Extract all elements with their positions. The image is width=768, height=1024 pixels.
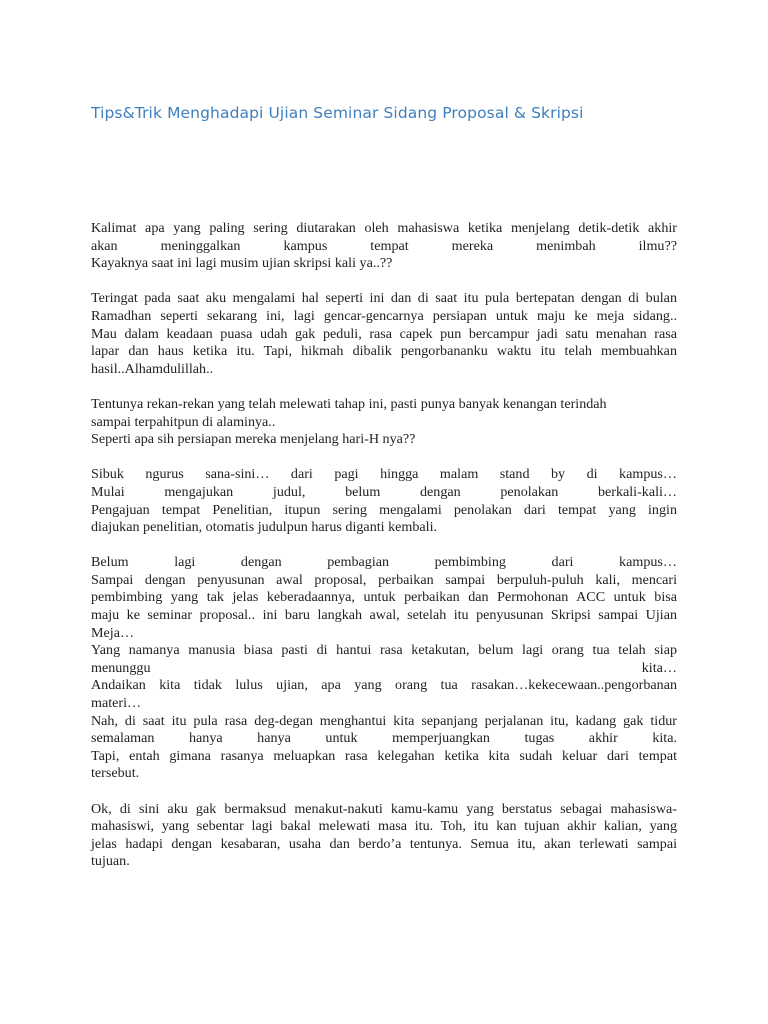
- text-line: Mau dalam keadaan puasa udah gak peduli, rasa capek pun bercampur jadi satu menahan rasa: [91, 325, 677, 342]
- text-line: Ramadhan seperti sekarang ini, lagi gencar-gencarnya persiapan untuk maju ke meja sidang..: [91, 307, 677, 324]
- document-title: Tips&Trik Menghadapi Ujian Seminar Sidang Proposal & Skripsi: [91, 104, 584, 122]
- text-line: Pengajuan tempat Penelitian, itupun sering mengalami penolakan dari tempat yang ingin: [91, 501, 677, 518]
- paragraph: [91, 554, 677, 783]
- text-line: Yang namanya manusia biasa pasti di hantui rasa ketakutan, belum lagi orang tua telah siap: [91, 642, 677, 659]
- text-line: Belum lagi dengan pembagian pembimbing dari kampus…: [91, 554, 677, 571]
- text-line: Sampai dengan penyusunan awal proposal, perbaikan sampai berpuluh-puluh kali, mencari: [91, 571, 677, 588]
- text-line: maju ke seminar proposal.. ini baru langkah awal, setelah itu penyusunan Skripsi sampai Ujian: [91, 607, 677, 624]
- paragraph: [91, 396, 677, 449]
- paragraph: [91, 220, 677, 273]
- text-line: Ok, di sini aku gak bermaksud menakut-nakuti kamu-kamu yang berstatus sebagai mahasiswa-: [91, 800, 677, 817]
- text-line: menunggu kita…: [91, 659, 677, 676]
- text-line: tujuan.: [91, 853, 130, 870]
- paragraph: [91, 466, 677, 536]
- text-line: hasil..Alhamdulillah..: [91, 360, 214, 377]
- text-line: Tapi, entah gimana rasanya meluapkan rasa kelegahan ketika kita sudah keluar dari tempat: [91, 747, 677, 764]
- text-line: Seperti apa sih persiapan mereka menjelang hari-H nya??: [91, 431, 416, 448]
- document-body: [91, 220, 677, 889]
- paragraph: [91, 801, 677, 871]
- paragraph: [91, 290, 677, 378]
- text-line: tersebut.: [91, 765, 140, 782]
- text-line: akan meninggalkan kampus tempat mereka menimbah ilmu??: [91, 237, 677, 254]
- text-line: semalaman hanya hanya untuk memperjuangkan tugas akhir kita.: [91, 730, 677, 747]
- text-line: Andaikan kita tidak lulus ujian, apa yang orang tua rasakan…kekecewaan..pengorbanan: [91, 677, 677, 694]
- text-line: Teringat pada saat aku mengalami hal seperti ini dan di saat itu pula bertepatan dengan di bulan: [91, 290, 677, 307]
- text-line: Kayaknya saat ini lagi musim ujian skripsi kali ya..??: [91, 255, 393, 272]
- text-line: lapar dan haus ketika itu. Tapi, hikmah dibalik pengorbananku waktu itu telah membuahkan: [91, 343, 677, 360]
- text-line: Kalimat apa yang paling sering diutarakan oleh mahasiswa ketika menjelang detik-detik akhir: [91, 220, 677, 236]
- text-line: Mulai mengajukan judul, belum dengan penolakan berkali-kali…: [91, 483, 677, 500]
- text-line: pembimbing yang tak jelas keberadaannya, untuk perbaikan dan Permohonan ACC untuk bisa: [91, 589, 677, 606]
- text-line: materi…: [91, 695, 142, 712]
- text-line: mahasiswi, yang sebentar lagi bakal melewati masa itu. Toh, itu kan tujuan akhir kalian, yang: [91, 818, 677, 835]
- text-line: Tentunya rekan-rekan yang telah melewati tahap ini, pasti punya banyak kenangan terindah: [91, 395, 607, 412]
- text-line: jelas hadapi dengan kesabaran, usaha dan berdo’a tentunya. Semua itu, akan terlewati sampai: [91, 835, 677, 852]
- text-line: Nah, di saat itu pula rasa deg-degan menghantui kita sepanjang perjalanan itu, kadang gak tidur: [91, 712, 677, 729]
- text-line: sampai terpahitpun di alaminya..: [91, 413, 276, 430]
- text-line: Meja…: [91, 624, 135, 641]
- text-line: diajukan penelitian, otomatis judulpun harus diganti kembali.: [91, 519, 438, 536]
- text-line: Sibuk ngurus sana-sini… dari pagi hingga malam stand by di kampus…: [91, 466, 677, 483]
